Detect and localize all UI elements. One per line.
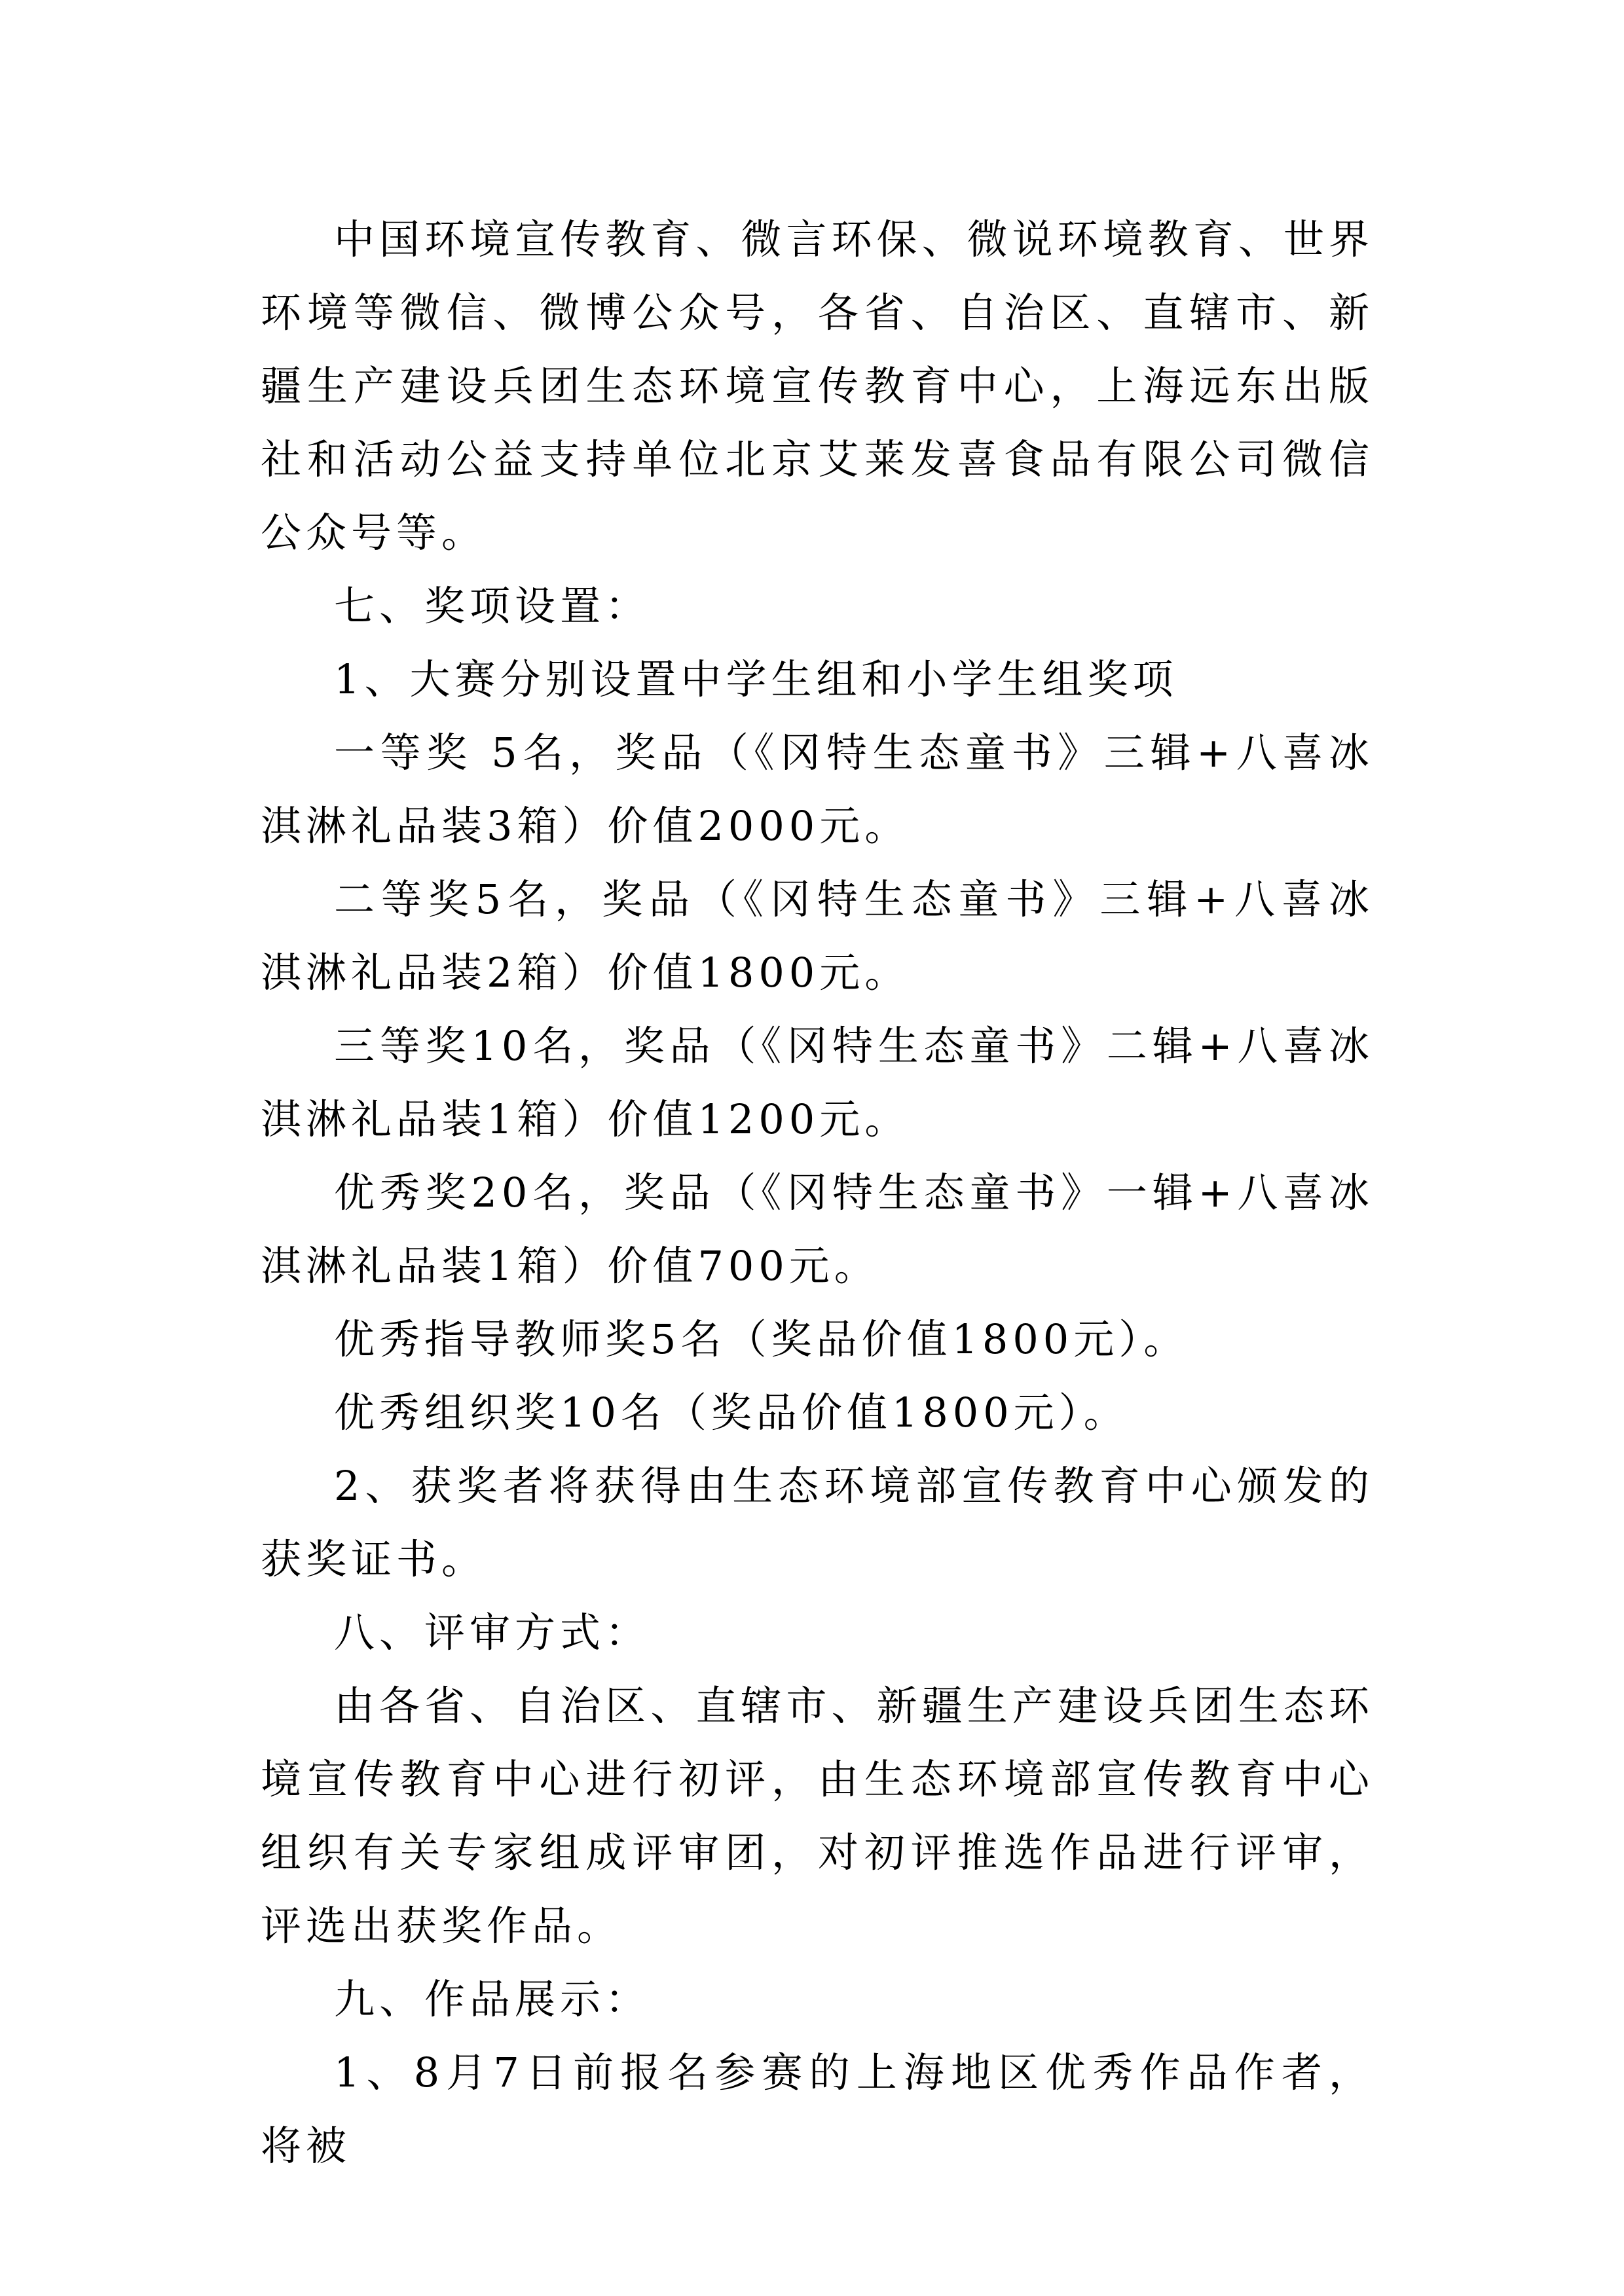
document-body: [261, 203, 1374, 2183]
paragraph-third-prize: 三等奖10名，奖品（《冈特生态童书》二辑+八喜冰淇淋礼品装1箱）价值1200元。: [261, 1022, 1374, 1143]
paragraph-first-prize: 一等奖 5名，奖品（《冈特生态童书》三辑+八喜冰淇淋礼品装3箱）价值2000元。: [261, 729, 1374, 850]
paragraph-excellence-prize: 优秀奖20名，奖品（《冈特生态童书》一辑+八喜冰淇淋礼品装1箱）价值700元。: [261, 1169, 1374, 1290]
section-heading-exhibition: 九、作品展示：: [334, 1975, 651, 2023]
paragraph-review-method: 由各省、自治区、直辖市、新疆生产建设兵团生态环境宣传教育中心进行初评，由生态环境部宣传教育中心组织有关专家组成评审团，对初评推选作品进行评审，评选出获奖作品。: [261, 1682, 1374, 1950]
paragraph-second-prize: 二等奖5名，奖品（《冈特生态童书》三辑+八喜冰淇淋礼品装2箱）价值1800元。: [261, 875, 1374, 996]
section-heading-awards: 七、奖项设置：: [334, 582, 651, 630]
paragraph-award-groups: 1、大赛分别设置中学生组和小学生组奖项: [334, 655, 1178, 703]
paragraph-certificate: 2、获奖者将获得由生态环境部宣传教育中心颁发的获奖证书。: [261, 1462, 1374, 1583]
section-heading-review: 八、评审方式：: [334, 1609, 651, 1656]
paragraph-teacher-prize: 优秀指导教师奖5名（奖品价值1800元）。: [334, 1315, 1189, 1363]
paragraph-organization-prize: 优秀组织奖10名（奖品价值1800元）。: [334, 1389, 1129, 1436]
paragraph-promotion-channels: 中国环境宣传教育、微言环保、微说环境教育、世界环境等微信、微博公众号，各省、自治区、直辖市、新疆生产建设兵团生态环境宣传教育中心，上海远东出版社和活动公益支持单位北京艾莱发喜食品有限公司微信公众号等。: [261, 215, 1374, 556]
paragraph-exhibition-1: 1、8月7日前报名参赛的上海地区优秀作品作者，将被: [261, 2049, 1374, 2170]
